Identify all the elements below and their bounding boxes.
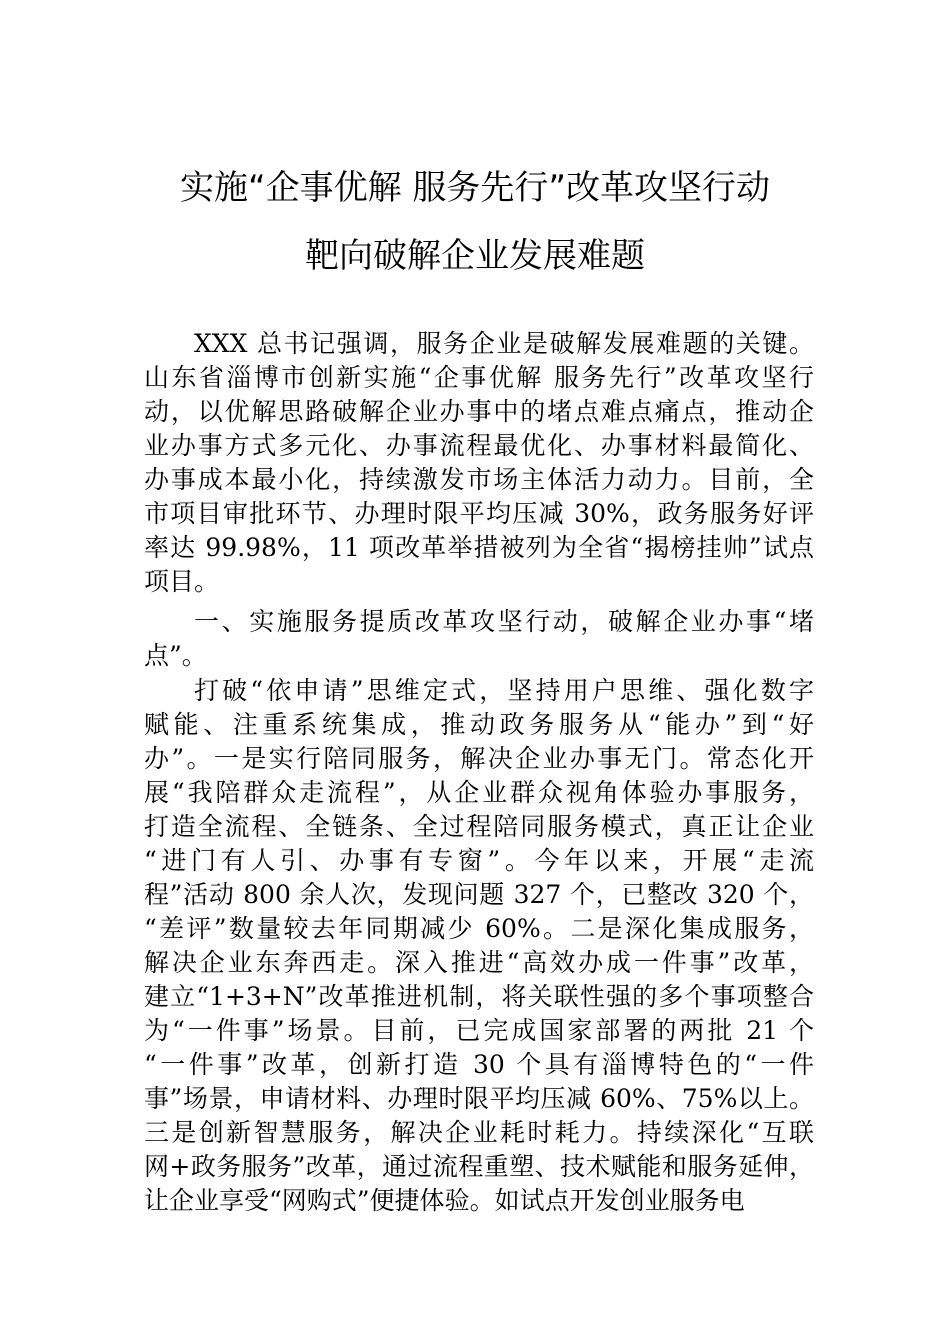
paragraph-section-1 — [144, 674, 814, 1218]
text-line: 展“我陪群众走流程”，从企业群众视角体验办事服务， — [144, 778, 814, 807]
document-title-line-1: 实施“企事优解 服务先行”改革攻坚行动 — [179, 168, 771, 208]
section-heading-1 — [144, 605, 814, 673]
text-line: 山东省淄博市创新实施“企事优解 服务先行”改革攻坚行 — [144, 363, 814, 392]
text-line: 点”。 — [144, 641, 207, 670]
text-line: “进门有人引、办事有专窗”。今年以来，开展“走流 — [144, 846, 814, 875]
document-title-line-2: 靶向破解企业发展难题 — [305, 236, 645, 276]
text-line: 业办事方式多元化、办事流程最优化、办事材料最简化、 — [144, 431, 814, 460]
text-line: 办事成本最小化，持续激发市场主体活力动力。目前，全 — [144, 465, 814, 494]
text-line: “差评”数量较去年同期减少 60%。二是深化集成服务， — [144, 914, 814, 943]
text-line: 事”场景，申请材料、办理时限平均压减 60%、75%以上。 — [144, 1084, 814, 1113]
text-line: 打造全流程、全链条、全过程陪同服务模式，真正让企业 — [144, 812, 814, 841]
text-line: 三是创新智慧服务，解决企业耗时耗力。持续深化“互联 — [144, 1118, 814, 1147]
text-line: 赋能、注重系统集成，推动政务服务从“能办”到“好 — [144, 710, 814, 739]
text-line: 网+政务服务”改革，通过流程重塑、技术赋能和服务延伸， — [144, 1152, 814, 1181]
text-line: 市项目审批环节、办理时限平均压减 30%，政务服务好评 — [144, 499, 814, 528]
text-line: 打破“依申请”思维定式，坚持用户思维、强化数字 — [194, 676, 814, 705]
text-line: XXX 总书记强调，服务企业是破解发展难题的关键。 — [194, 329, 814, 358]
text-line: 办”。一是实行陪同服务，解决企业办事无门。常态化开 — [144, 744, 814, 773]
text-line: 解决企业东奔西走。深入推进“高效办成一件事”改革， — [144, 948, 814, 977]
paragraph-intro — [144, 327, 814, 599]
text-line: 建立“1+3+N”改革推进机制，将关联性强的多个事项整合 — [144, 982, 814, 1011]
text-line: 项目。 — [144, 567, 220, 596]
text-line: 程”活动 800 余人次，发现问题 327 个，已整改 320 个， — [144, 880, 814, 909]
text-line: 为“一件事”场景。目前，已完成国家部署的两批 21 个 — [144, 1016, 814, 1045]
text-line: 动，以优解思路破解企业办事中的堵点难点痛点，推动企 — [144, 397, 814, 426]
text-line: “一件事”改革，创新打造 30 个具有淄博特色的“一件 — [144, 1050, 814, 1079]
text-line: 让企业享受“网购式”便捷体验。如试点开发创业服务电 — [144, 1186, 745, 1215]
text-line: 率达 99.98%，11 项改革举措被列为全省“揭榜挂帅”试点 — [144, 533, 814, 562]
text-line: 一、实施服务提质改革攻坚行动，破解企业办事“堵 — [194, 607, 814, 636]
